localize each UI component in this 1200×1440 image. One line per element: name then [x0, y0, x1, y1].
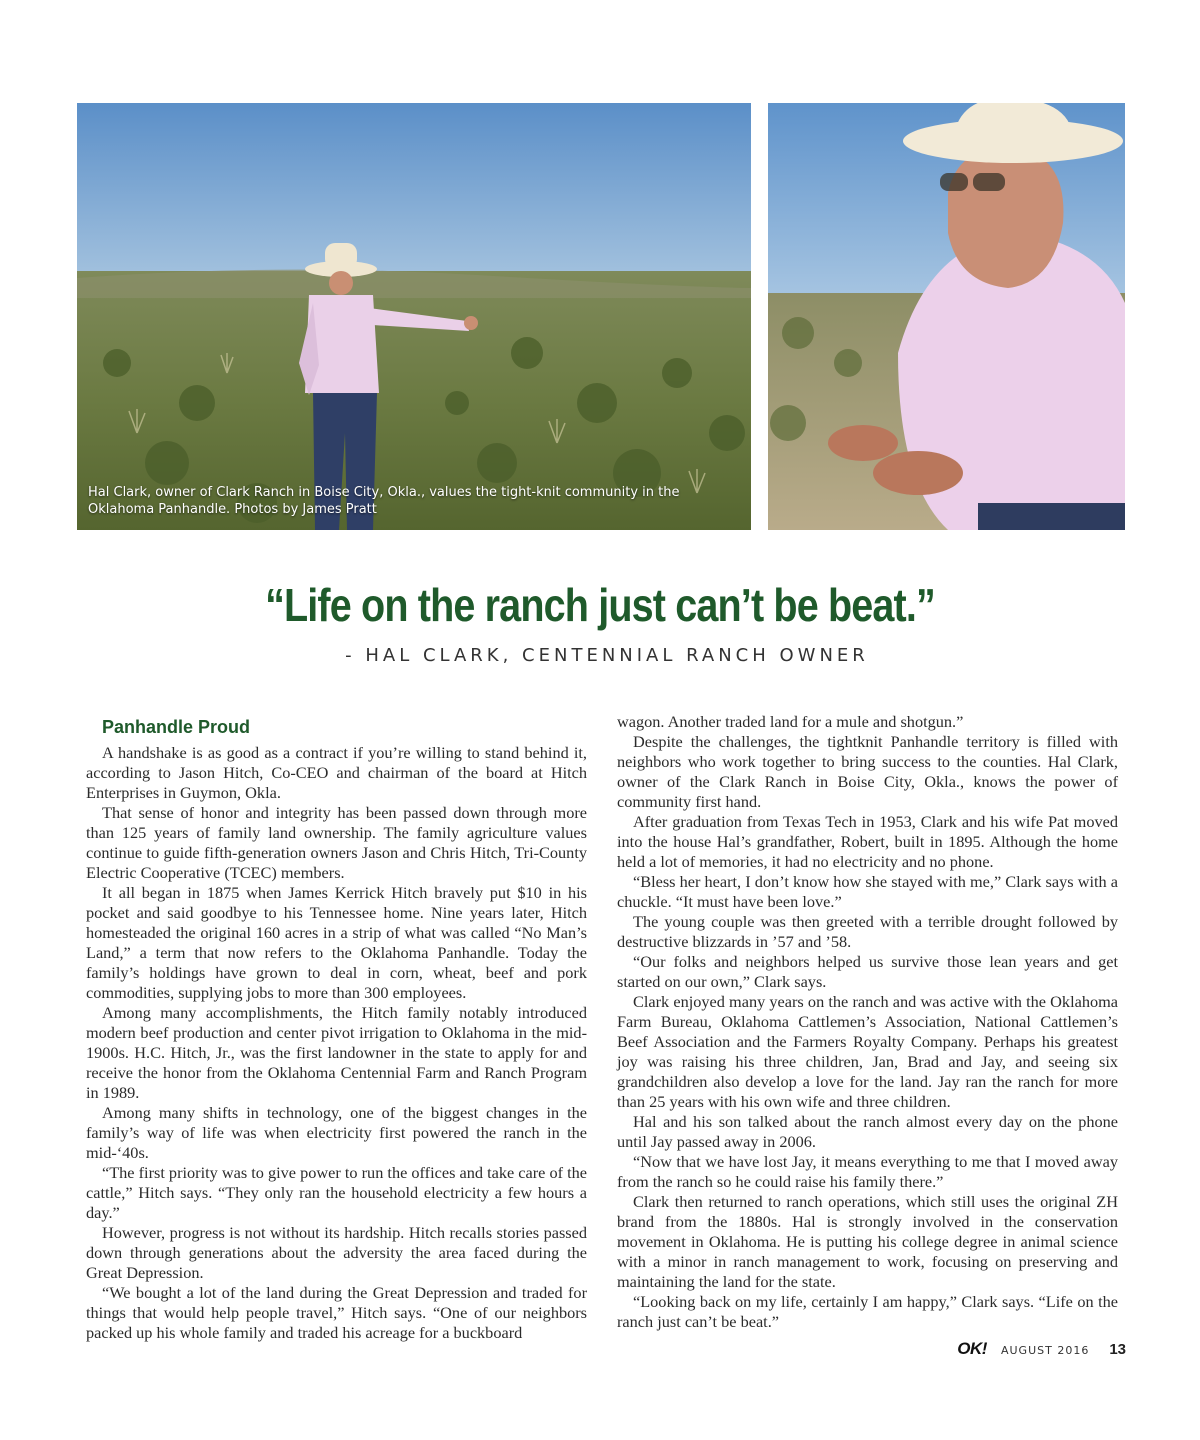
article-paragraph: However, progress is not without its hardship. Hitch recalls stories passed down through generations about the adversity the area faced during the Great Depression.: [86, 1223, 587, 1282]
article-paragraph: The young couple was then greeted with a terrible drought followed by destructive blizzards in ’57 and ’58.: [617, 912, 1118, 951]
article-paragraph: After graduation from Texas Tech in 1953, Clark and his wife Pat moved into the house Hal’s grandfather, Robert, built in 1895. Although the home held a lot of memories, it had no electricity and no phone.: [617, 812, 1118, 871]
article-paragraph: Despite the challenges, the tightknit Panhandle territory is filled with neighbors who work together to bring success to the counties. Hal Clark, owner of the Clark Ranch in Boise City, Okla., knows the power of community first hand.: [617, 732, 1118, 811]
page-number: 13: [1109, 1341, 1126, 1358]
article-paragraph: It all began in 1875 when James Kerrick Hitch bravely put $10 in his pocket and said goodbye to his Tennessee home. Nine years later, Hitch homesteaded the original 160 acres in a strip of what was called “No Man’s Land,” a term that now refers to the Oklahoma Panhandle. Today the family’s holdings have grown to deal in corn, wheat, beef and pork commodities, supplying jobs to more than 300 employees.: [86, 883, 587, 1002]
portrait-illustration: [768, 103, 1125, 530]
hal-clark-portrait-photo: [768, 103, 1125, 530]
article-paragraph: “Looking back on my life, certainly I am happy,” Clark says. “Life on the ranch just can’t be beat.”: [617, 1292, 1118, 1331]
article-column-right: [617, 712, 1118, 1332]
article-paragraph: “Bless her heart, I don’t know how she stayed with me,” Clark says with a chuckle. “It must have been love.”: [617, 872, 1118, 911]
ranch-landscape-photo: [77, 103, 751, 530]
article-paragraph: Hal and his son talked about the ranch almost every day on the phone until Jay passed away in 2006.: [617, 1112, 1118, 1151]
article-paragraph: Clark then returned to ranch operations, which still uses the original ZH brand from the 1880s. Hal is strongly involved in the conservation movement in Oklahoma. He is putting his college degree in animal science with a minor in ranch management to work, focusing on preserving and maintaining the land for the state.: [617, 1192, 1118, 1291]
article-paragraph: “Now that we have lost Jay, it means everything to me that I moved away from the ranch so he could raise his family there.”: [617, 1152, 1118, 1191]
article-paragraph: Among many accomplishments, the Hitch family notably introduced modern beef production and center pivot irrigation to Oklahoma in the mid-1900s. H.C. Hitch, Jr., was the first landowner in the state to apply for and receive the honor from the Oklahoma Centennial Farm and Ranch Program in 1989.: [86, 1003, 587, 1102]
article-paragraph: A handshake is as good as a contract if you’re willing to stand behind it, according to Jason Hitch, Co-CEO and chairman of the board at Hitch Enterprises in Guymon, Okla.: [86, 743, 587, 802]
quote-attribution: - HAL CLARK, CENTENNIAL RANCH OWNER: [345, 645, 869, 666]
article-paragraph: “The first priority was to give power to run the offices and take care of the cattle,” Hitch says. “They only ran the household electricity a few hours a day.”: [86, 1163, 587, 1222]
article-paragraph: wagon. Another traded land for a mule and shotgun.”: [617, 712, 964, 731]
article-paragraph: Among many shifts in technology, one of the biggest changes in the family’s way of life was when electricity first powered the ranch in the mid-‘40s.: [86, 1103, 587, 1162]
article-paragraph: Clark enjoyed many years on the ranch and was active with the Oklahoma Farm Bureau, Oklahoma Cattlemen’s Association, National Cattlemen’s Beef Association and the Farmers Royalty Company. Perhaps his greatest joy was raising his three children, Jan, Brad and Jay, and seeing six grandchildren also develop a love for the land. Jay ran the ranch for more than 25 years with his own wife and three children.: [617, 992, 1118, 1111]
ranch-landscape-illustration: [77, 103, 751, 530]
section-subhead: Panhandle Proud: [102, 717, 251, 737]
magazine-logo: OK!: [957, 1339, 987, 1358]
issue-date: AUGUST 2016: [1000, 1344, 1090, 1357]
pull-quote: “Life on the ranch just can’t be beat.”: [265, 579, 935, 631]
photo-caption: Hal Clark, owner of Clark Ranch in Boise City, Okla., values the tight-knit community in the Oklahoma Panhandle. Photos by James Pratt: [88, 485, 680, 517]
article-paragraph: That sense of honor and integrity has been passed down through more than 125 years of family land ownership. The family agriculture values continue to guide fifth-generation owners Jason and Chris Hitch, Tri-County Electric Cooperative (TCEC) members.: [86, 803, 587, 882]
article-column-left: [86, 712, 587, 1343]
article-paragraph: “Our folks and neighbors helped us survive those lean years and get started on our own,” Clark says.: [617, 952, 1118, 991]
page-footer: [957, 1339, 1126, 1359]
article-paragraph: “We bought a lot of the land during the Great Depression and traded for things that would help people travel,” Hitch says. “One of our neighbors packed up his whole family and traded his acreage for a buckboard: [86, 1283, 587, 1342]
